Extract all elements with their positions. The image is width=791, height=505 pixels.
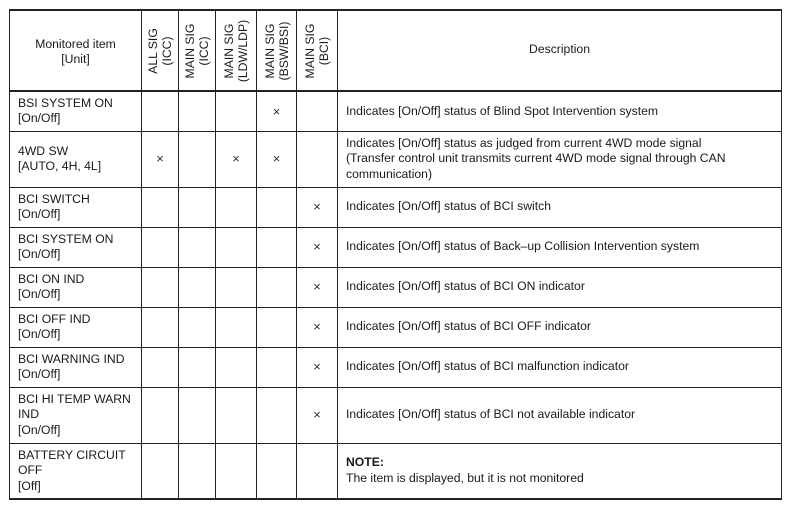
mark-cell <box>216 267 257 307</box>
mark-cell <box>179 387 216 443</box>
description-cell <box>338 131 782 187</box>
table-row <box>10 307 782 347</box>
item-name: BCI SWITCH <box>18 191 90 206</box>
mark-cell <box>179 347 216 387</box>
mark-cell: × <box>257 91 297 131</box>
item-name: BSI SYSTEM ON <box>18 95 113 110</box>
monitored-item-cell <box>10 307 142 347</box>
mark-cell <box>216 91 257 131</box>
description-text: Indicates [On/Off] status of BCI OFF indicator <box>346 319 591 334</box>
mark-cell: × <box>297 347 338 387</box>
column-header-main-sig-bci <box>297 10 338 91</box>
item-name: BATTERY CIRCUIT <box>18 447 126 462</box>
mark-cell <box>142 307 179 347</box>
column-header-all-sig-icc <box>142 10 179 91</box>
column-header-line2: (ICC) <box>197 35 211 66</box>
mark-cell <box>179 307 216 347</box>
mark-cell <box>179 267 216 307</box>
column-header-line1: MAIN SIG <box>183 23 197 78</box>
description-text: Indicates [On/Off] status of Blind Spot Intervention system <box>346 103 659 118</box>
description-text: Indicates [On/Off] status of BCI not available indicator <box>346 407 636 422</box>
mark-cell: × <box>297 227 338 267</box>
table-row <box>10 347 782 387</box>
monitored-item-cell <box>10 91 142 131</box>
monitored-item-cell <box>10 131 142 187</box>
mark-cell: × <box>142 131 179 187</box>
mark-cell <box>257 187 297 227</box>
item-unit: [On/Off] <box>18 287 61 301</box>
table-row <box>10 267 782 307</box>
description-cell <box>338 91 782 131</box>
mark-cell: × <box>216 131 257 187</box>
monitored-item-cell <box>10 227 142 267</box>
column-header-line1: MAIN SIG <box>262 23 277 78</box>
monitored-item-cell <box>10 187 142 227</box>
column-header-main-sig-ldw-ldp <box>216 10 257 91</box>
mark-cell <box>142 91 179 131</box>
column-header-line1: ALL SIG <box>146 27 160 74</box>
mark-cell <box>257 267 297 307</box>
table-row <box>10 227 782 267</box>
description-cell <box>338 267 782 307</box>
item-unit: [On/Off] <box>18 327 61 341</box>
item-name: BCI WARNING IND <box>18 351 125 366</box>
description-text: Indicates [On/Off] status of BCI malfunction indicator <box>346 359 629 374</box>
mark-cell <box>216 227 257 267</box>
description-text: communication) <box>346 166 433 181</box>
mark-cell <box>216 387 257 443</box>
mark-cell <box>179 131 216 187</box>
mark-cell <box>142 443 179 499</box>
description-text: Indicates [On/Off] status as judged from current 4WD mode signal <box>346 135 702 150</box>
column-header-line2: (ICC) <box>160 35 174 66</box>
description-cell <box>338 387 782 443</box>
mark-cell <box>216 443 257 499</box>
table-row <box>10 91 782 131</box>
mark-cell <box>142 227 179 267</box>
header-row <box>10 10 782 91</box>
monitored-item-cell <box>10 387 142 443</box>
column-header-line1: MAIN SIG <box>222 23 236 78</box>
item-name: BCI HI TEMP WARN <box>18 391 131 406</box>
note-title: NOTE: <box>346 455 384 470</box>
item-unit: [On/Off] <box>18 247 61 261</box>
item-name-cont: IND <box>18 407 39 422</box>
monitored-item-header-unit: [Unit] <box>61 52 90 66</box>
monitored-item-cell <box>10 267 142 307</box>
column-header-line2: (BCI) <box>317 36 331 65</box>
item-name: BCI SYSTEM ON <box>18 231 114 246</box>
description-header: Description <box>338 10 782 91</box>
description-text: Indicates [On/Off] status of BCI ON indicator <box>346 279 585 294</box>
column-header-main-sig-bsw-bsi <box>257 10 297 91</box>
description-cell <box>338 227 782 267</box>
item-name: 4WD SW <box>18 143 69 158</box>
mark-cell <box>216 187 257 227</box>
description-text: (Transfer control unit transmits current 4WD mode signal through CAN <box>346 151 726 166</box>
description-text: Indicates [On/Off] status of BCI switch <box>346 199 552 214</box>
item-unit: [On/Off] <box>18 111 61 126</box>
mark-cell <box>179 187 216 227</box>
item-name: BCI OFF IND <box>18 311 91 326</box>
mark-cell <box>257 387 297 443</box>
item-unit: [Off] <box>18 478 41 493</box>
mark-cell: × <box>297 307 338 347</box>
description-cell <box>338 347 782 387</box>
mark-cell <box>257 227 297 267</box>
mark-cell: × <box>297 267 338 307</box>
mark-cell <box>297 443 338 499</box>
mark-cell <box>216 307 257 347</box>
mark-cell <box>142 267 179 307</box>
item-name-cont: OFF <box>18 463 43 477</box>
item-name: BCI ON IND <box>18 271 85 286</box>
column-header-main-sig-icc <box>179 10 216 91</box>
item-unit: [On/Off] <box>18 422 61 437</box>
mark-cell: × <box>257 131 297 187</box>
monitored-item-header-label: Monitored item <box>35 36 116 51</box>
column-header-line1: MAIN SIG <box>303 23 317 78</box>
mark-cell <box>179 91 216 131</box>
table-row <box>10 387 782 443</box>
mark-cell <box>142 187 179 227</box>
note-text: The item is displayed, but it is not monitored <box>346 470 584 485</box>
mark-cell <box>179 443 216 499</box>
table-row <box>10 131 782 187</box>
mark-cell <box>257 307 297 347</box>
mark-cell: × <box>297 387 338 443</box>
description-cell <box>338 187 782 227</box>
mark-cell <box>257 443 297 499</box>
mark-cell <box>142 347 179 387</box>
item-unit: [On/Off] <box>18 207 61 221</box>
mark-cell <box>179 227 216 267</box>
item-unit: [AUTO, 4H, 4L] <box>18 159 102 173</box>
description-cell <box>338 307 782 347</box>
mark-cell <box>297 91 338 131</box>
table-row <box>10 187 782 227</box>
monitored-item-cell <box>10 347 142 387</box>
column-header-line2: (BSW/BSI) <box>276 21 291 80</box>
column-header-line2: (LDW/LDP) <box>236 19 250 82</box>
mark-cell <box>297 131 338 187</box>
monitored-item-header <box>10 10 142 91</box>
table-row <box>10 443 782 499</box>
mark-cell <box>257 347 297 387</box>
item-unit: [On/Off] <box>18 367 61 381</box>
mark-cell <box>142 387 179 443</box>
mark-cell <box>216 347 257 387</box>
description-text: Indicates [On/Off] status of Back–up Collision Intervention system <box>346 239 700 254</box>
monitored-item-cell <box>10 443 142 499</box>
description-cell <box>338 443 782 499</box>
monitor-item-table <box>9 9 782 500</box>
mark-cell: × <box>297 187 338 227</box>
